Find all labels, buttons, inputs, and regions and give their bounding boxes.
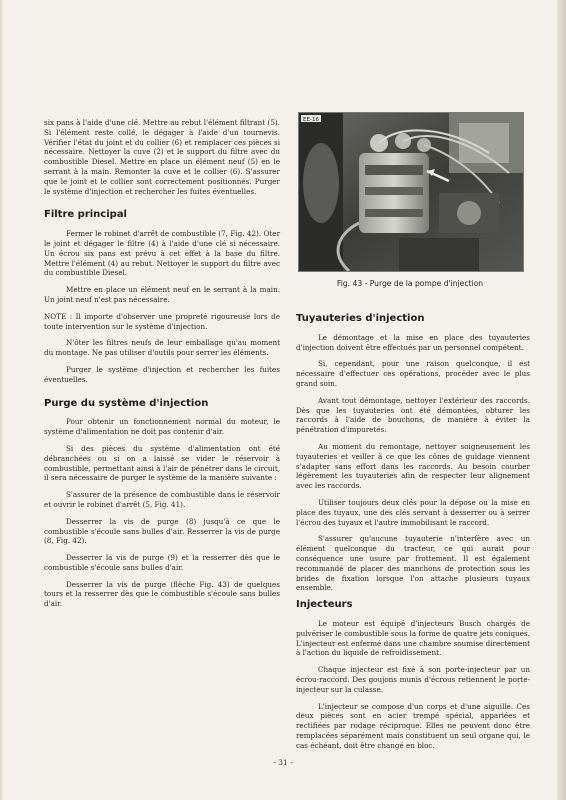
paragraph: Utiliser toujours deux clés pour la dépose ou la mise en place des tuyaux, une des clés servant à desserrer ou à serrer l'écrou des tuyaux et l'autre immobilisant le raccord. — [296, 497, 530, 527]
section-heading-tuyauteries: Tuyauteries d'injection — [296, 313, 425, 324]
paragraph: Avant tout démontage, nettoyer l'extérieur des raccords. Dès que les tuyauteries ont été démontées, obturer les raccords à l'aide de bouchons, de manière à éviter la pénétration d'impuretés. — [296, 395, 530, 435]
paragraph: N'ôter les filtres neufs de leur emballage qu'au moment du montage. Ne pas utiliser d'outils pour serrer les éléments. — [44, 338, 280, 358]
paragraph: Si des pièces du système d'alimentation ont été débranchées ou si on a laissé se vider le réservoir à combustible, permettant ainsi à l'air de pénétrer dans le circuit, il sera nécessaire de purger le système de la manière suivante : — [44, 443, 280, 483]
page-number: - 31 - — [273, 758, 293, 767]
paragraph: Desserrer la vis de purge (8) jusqu'à ce que le combustible s'écoule sans bulles d'air. Resserrer la vis de purge (8, Fig. 42). — [44, 516, 280, 546]
page-edge-left — [0, 0, 4, 800]
figure-43-photo — [298, 112, 524, 272]
paragraph: S'assurer qu'aucune tuyauterie n'interfère avec un élément quelconque du tracteur, ce qui aurait pour conséquence une usure par frottement. Il est également recommandé de placer des manchons de protection sous les brides de fixation lorsque l'on attache plusieurs tuyaux ensemble. — [296, 534, 530, 593]
paragraph: Le démontage et la mise en place des tuyauteries d'injection doivent être effectués par un personnel compétent. — [296, 332, 530, 352]
paragraph: S'assurer de la présence de combustible dans le réservoir et ouvrir le robinet d'arrêt (5, Fig. 41). — [44, 490, 280, 509]
figure-corner-label: EE-16 — [303, 117, 319, 123]
paragraph: Desserrer la vis de purge (flèche Fig. 43) de quelques tours et la resserrer dès que le combustible s'écoule sans bulles d'air. — [44, 579, 280, 609]
right-column — [296, 310, 530, 757]
page-edge-right — [557, 0, 566, 800]
paragraph: six pans à l'aide d'une clé. Mettre au rebut l'élément filtrant (5). Si l'élément reste collé, le dégager à l'aide d'un tournevis. Vérifier l'état du joint et du collier (6) et remplacer ces pièces si nécessaire. Nettoyer la cuve (2) et le support du filtre avec du combustible Diesel. Mettre en place un élément neuf (5) en le serrant à la main. Remonter la cuve et le collier (6). S'assurer que le joint et le collier sont correctement positionnés. Purger le système d'injection et rechercher les fuites éventuelles. — [44, 118, 280, 196]
injection-pump-photo-icon — [299, 113, 523, 271]
note-paragraph: NOTE : Il importe d'observer une propreté rigoureuse lors de toute intervention sur le système d'injection. — [44, 311, 280, 331]
paragraph: Purger le système d'injection et rechercher les fuites éventuelles. — [44, 364, 280, 384]
paragraph: Mettre en place un élément neuf en le serrant à la main. Un joint neuf n'est pas nécessaire. — [44, 285, 280, 304]
paragraph: Au moment du remontage, nettoyer soigneusement les tuyauteries et veiller à ce que les cônes de guidage viennent s'adapter sans effort dans les raccords. Au besoin courber légèrement les tuyauteries afin de respecter leur alignement avec les raccords. — [296, 441, 530, 491]
paragraph: Si, cependant, pour une raison quelconque, il est nécessaire d'effectuer ces opérations, procéder avec le plus grand soin. — [296, 359, 530, 388]
paragraph: Desserrer la vis de purge (9) et la resserrer dès que le combustible s'écoule sans bulles d'air. — [44, 553, 280, 572]
section-heading-purge: Purge du système d'injection — [44, 397, 209, 409]
paragraph: Chaque injecteur est fixé à son porte-injecteur par un écrou-raccord. Des goujons munis d'écrous retiennent le porte-injecteur sur la culasse. — [296, 665, 530, 694]
paragraph: Pour obtenir un fonctionnement normal du moteur, le système d'alimentation ne doit pas contenir d'air. — [44, 417, 280, 437]
figure-caption: Fig. 43 - Purge de la pompe d'injection — [336, 279, 484, 288]
section-heading-injecteurs: Injecteurs — [296, 599, 353, 611]
paragraph: Fermer le robinet d'arrêt de combustible (7, Fig. 42). Oter le joint et dégager le filtre (4) à l'aide d'une clé si nécessaire. Un écrou six pans est prévu à cet effet à la base du filtre. Mettre l'élément (4) au rebut. Nettoyer le support du filtre avec du combustible Diesel. — [44, 229, 280, 278]
left-column — [44, 118, 280, 616]
paragraph: Le moteur est équipé d'injecteurs Busch chargés de pulvériser le combustible sous la forme de quatre jets coniques. L'injecteur est enfermé dans une chambre soumise directement à l'action du liquide de refroidissement. — [296, 618, 530, 658]
paragraph: L'injecteur se compose d'un corps et d'une aiguille. Ces deux pièces sont en acier trempé spécial, appariées et rectifiées par rodage réciproque. Elles ne peuvent donc être remplacées séparément mais constituent un seul organe qui, le cas échéant, doit être changé en bloc. — [296, 701, 530, 750]
section-heading-filtre-principal: Filtre principal — [44, 209, 127, 221]
